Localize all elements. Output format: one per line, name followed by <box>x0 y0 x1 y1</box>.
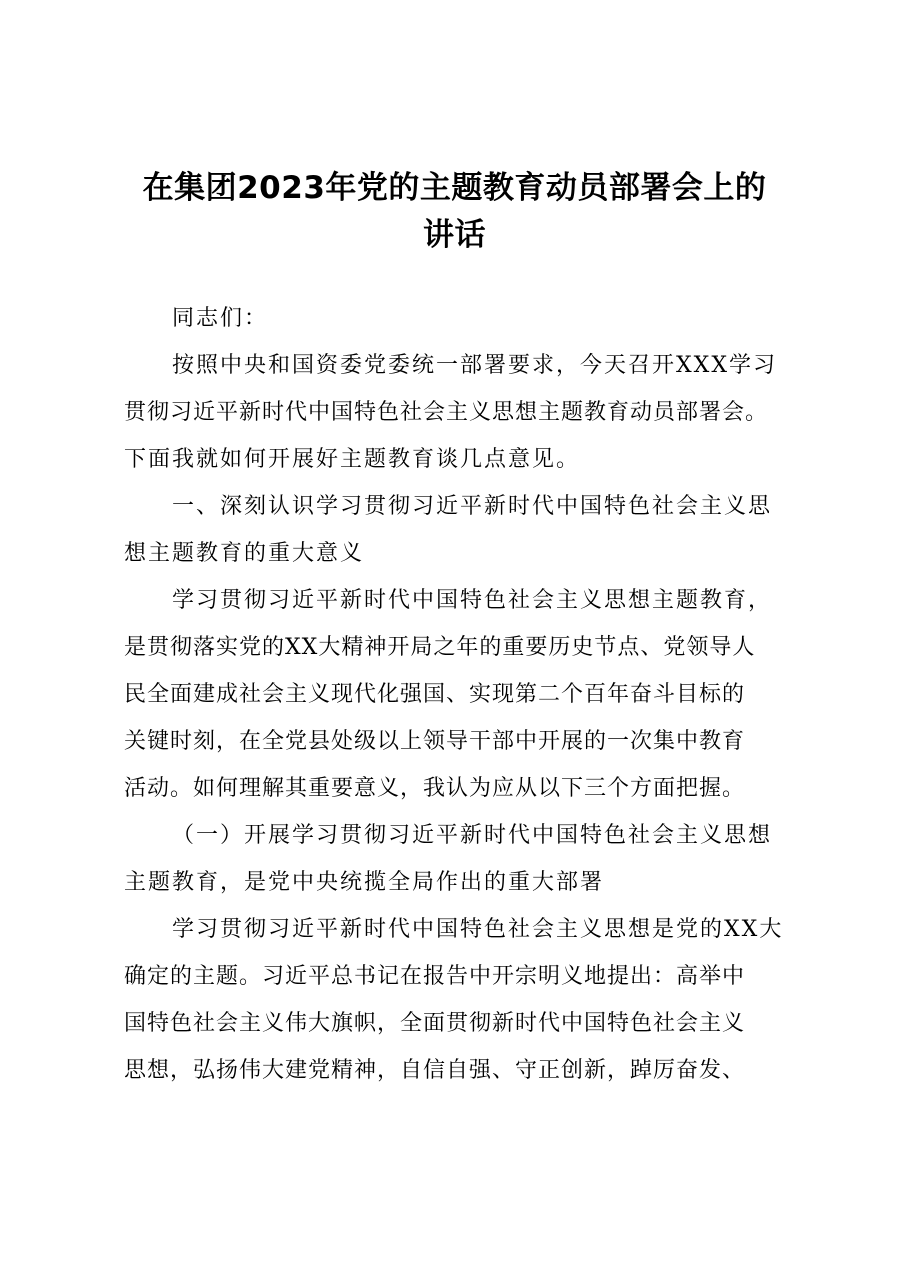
title-line-2: 讲话 <box>423 217 486 253</box>
paragraph-line: 活动。如何理解其重要意义，我认为应从以下三个方面把握。 <box>124 776 746 801</box>
title-line-1: 在集团2023年党的主题教育动员部署会上的 <box>142 170 767 206</box>
salutation: 同志们： <box>172 306 269 331</box>
paragraph-line: 关键时刻，在全党县处级以上领导干部中开展的一次集中教育 <box>124 729 746 754</box>
paragraph-line: 学习贯彻习近平新时代中国特色社会主义思想主题教育， <box>172 588 773 613</box>
section-heading-line: 一、深刻认识学习贯彻习近平新时代中国特色社会主义思 <box>172 494 773 519</box>
subsection-heading-line: （一）开展学习贯彻习近平新时代中国特色社会主义思想 <box>172 823 773 848</box>
paragraph-line: 按照中央和国资委党委统一部署要求，今天召开XXX学习 <box>172 353 777 378</box>
paragraph-line: 国特色社会主义伟大旗帜，全面贯彻新时代中国特色社会主义 <box>124 1011 746 1036</box>
paragraph-line: 下面我就如何开展好主题教育谈几点意见。 <box>124 447 581 472</box>
paragraph-line: 思想，弘扬伟大建党精神，自信自强、守正创新，踔厉奋发、 <box>124 1058 746 1083</box>
document-title <box>100 165 809 259</box>
section-heading-line: 想主题教育的重大意义 <box>124 541 365 566</box>
document-body <box>124 295 804 1094</box>
paragraph-line: 学习贯彻习近平新时代中国特色社会主义思想是党的XX大 <box>172 917 784 942</box>
paragraph-line: 贯彻习近平新时代中国特色社会主义思想主题教育动员部署会。 <box>124 400 769 425</box>
paragraph-line: 确定的主题。习近平总书记在报告中开宗明义地提出：高举中 <box>124 964 746 989</box>
paragraph-line: 是贯彻落实党的XX大精神开局之年的重要历史节点、党领导人 <box>124 635 756 660</box>
subsection-heading-line: 主题教育，是党中央统揽全局作出的重大部署 <box>124 870 605 895</box>
paragraph-line: 民全面建成社会主义现代化强国、实现第二个百年奋斗目标的 <box>124 682 746 707</box>
